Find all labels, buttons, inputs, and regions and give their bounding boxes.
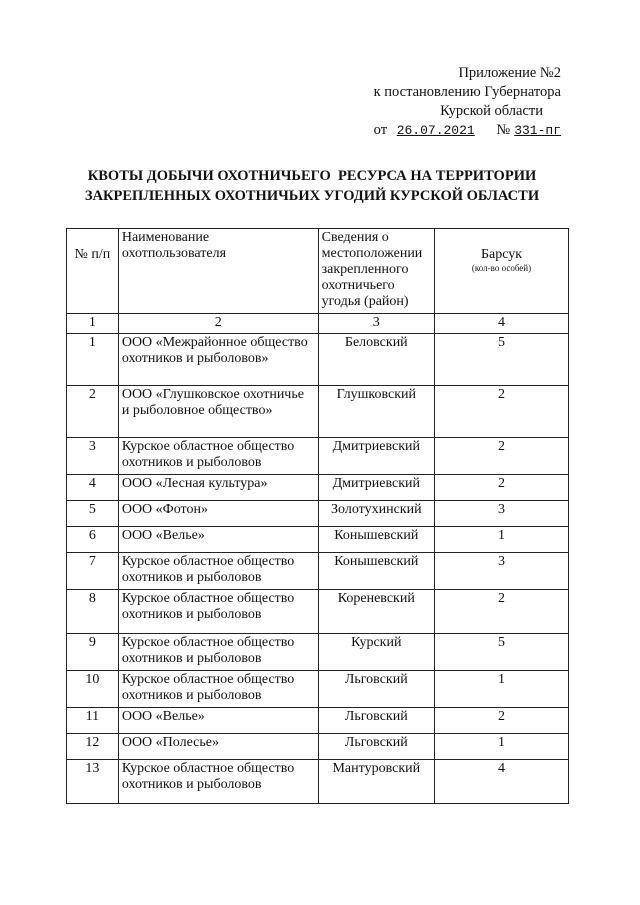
table-row <box>67 708 569 734</box>
row-number: 6 <box>67 527 119 553</box>
row-number: 5 <box>67 501 119 527</box>
row-hunter-name: ООО «Межрайонное общество охотников и рыболовов» <box>118 334 318 386</box>
row-number: 11 <box>67 708 119 734</box>
row-hunter-name: Курское областное общество охотников и рыболовов <box>118 760 318 804</box>
number-value: 331-пг <box>514 123 561 138</box>
row-district: Льговский <box>318 671 434 708</box>
row-number: 10 <box>67 671 119 708</box>
row-number: 9 <box>67 634 119 671</box>
table-row <box>67 475 569 501</box>
header-num: № п/п <box>67 229 119 314</box>
table-row <box>67 386 569 438</box>
table-index-row <box>67 314 569 334</box>
header-name: Наименование охотпользователя <box>118 229 318 314</box>
index-cell: 4 <box>435 314 569 334</box>
row-hunter-name: Курское областное общество охотников и рыболовов <box>118 634 318 671</box>
row-district: Конышевский <box>318 553 434 590</box>
row-district: Конышевский <box>318 527 434 553</box>
index-cell: 2 <box>118 314 318 334</box>
table-row <box>67 734 569 760</box>
title-line-2: ЗАКРЕПЛЕННЫХ ОХОТНИЧЬИХ УГОДИЙ КУРСКОЙ ОБЛАСТИ <box>84 188 540 204</box>
row-badger-count: 1 <box>435 527 569 553</box>
title-line-1: КВОТЫ ДОБЫЧИ ОХОТНИЧЬЕГО РЕСУРСА НА ТЕРРИТОРИИ <box>87 168 537 184</box>
row-district: Глушковский <box>318 386 434 438</box>
table-row <box>67 527 569 553</box>
row-badger-count: 2 <box>435 438 569 475</box>
number-prefix: № <box>496 122 511 138</box>
row-number: 8 <box>67 590 119 634</box>
appendix-date-number <box>374 121 561 140</box>
row-badger-count: 5 <box>435 634 569 671</box>
row-badger-count: 5 <box>435 334 569 386</box>
row-badger-count: 3 <box>435 501 569 527</box>
header-species <box>435 229 569 314</box>
date-value: 26.07.2021 <box>396 123 475 138</box>
table-header-row <box>67 229 569 314</box>
table-row <box>67 590 569 634</box>
date-prefix: от <box>373 122 388 138</box>
row-hunter-name: ООО «Велье» <box>118 527 318 553</box>
row-district: Мантуровский <box>318 760 434 804</box>
row-hunter-name: ООО «Лесная культура» <box>118 475 318 501</box>
table-row <box>67 334 569 386</box>
row-number: 2 <box>67 386 119 438</box>
row-hunter-name: Курское областное общество охотников и рыболовов <box>118 553 318 590</box>
document-title <box>60 166 564 206</box>
table-row <box>67 671 569 708</box>
row-number: 13 <box>67 760 119 804</box>
appendix-header <box>374 64 561 140</box>
table-row <box>67 438 569 475</box>
index-cell: 3 <box>318 314 434 334</box>
row-badger-count: 2 <box>435 386 569 438</box>
header-species-name: Барсук <box>480 247 523 262</box>
header-location: Сведения о местоположении закрепленного охотничьего угодья (район) <box>318 229 434 314</box>
row-number: 3 <box>67 438 119 475</box>
row-badger-count: 1 <box>435 734 569 760</box>
row-hunter-name: Курское областное общество охотников и рыболовов <box>118 671 318 708</box>
row-district: Кореневский <box>318 590 434 634</box>
row-number: 12 <box>67 734 119 760</box>
row-number: 4 <box>67 475 119 501</box>
row-badger-count: 1 <box>435 671 569 708</box>
row-number: 1 <box>67 334 119 386</box>
table-body <box>67 334 569 804</box>
row-badger-count: 3 <box>435 553 569 590</box>
row-hunter-name: Курское областное общество охотников и рыболовов <box>118 590 318 634</box>
row-badger-count: 2 <box>435 708 569 734</box>
row-district: Льговский <box>318 734 434 760</box>
appendix-title: Приложение №2 <box>458 65 561 81</box>
row-badger-count: 2 <box>435 475 569 501</box>
row-hunter-name: ООО «Фотон» <box>118 501 318 527</box>
row-hunter-name: ООО «Велье» <box>118 708 318 734</box>
table-row <box>67 760 569 804</box>
row-hunter-name: ООО «Полесье» <box>118 734 318 760</box>
row-district: Курский <box>318 634 434 671</box>
appendix-region: Курской области <box>440 103 543 119</box>
table-row <box>67 553 569 590</box>
row-number: 7 <box>67 553 119 590</box>
row-district: Золотухинский <box>318 501 434 527</box>
row-district: Дмитриевский <box>318 438 434 475</box>
row-district: Дмитриевский <box>318 475 434 501</box>
appendix-resolution: к постановлению Губернатора <box>373 84 561 100</box>
row-badger-count: 4 <box>435 760 569 804</box>
row-badger-count: 2 <box>435 590 569 634</box>
quota-table <box>66 228 569 804</box>
header-species-unit: (кол-во особей) <box>471 263 532 273</box>
row-district: Льговский <box>318 708 434 734</box>
row-district: Беловский <box>318 334 434 386</box>
row-hunter-name: Курское областное общество охотников и рыболовов <box>118 438 318 475</box>
row-hunter-name: ООО «Глушковское охотничье и рыболовное общество» <box>118 386 318 438</box>
table-row <box>67 634 569 671</box>
index-cell: 1 <box>67 314 119 334</box>
table-row <box>67 501 569 527</box>
